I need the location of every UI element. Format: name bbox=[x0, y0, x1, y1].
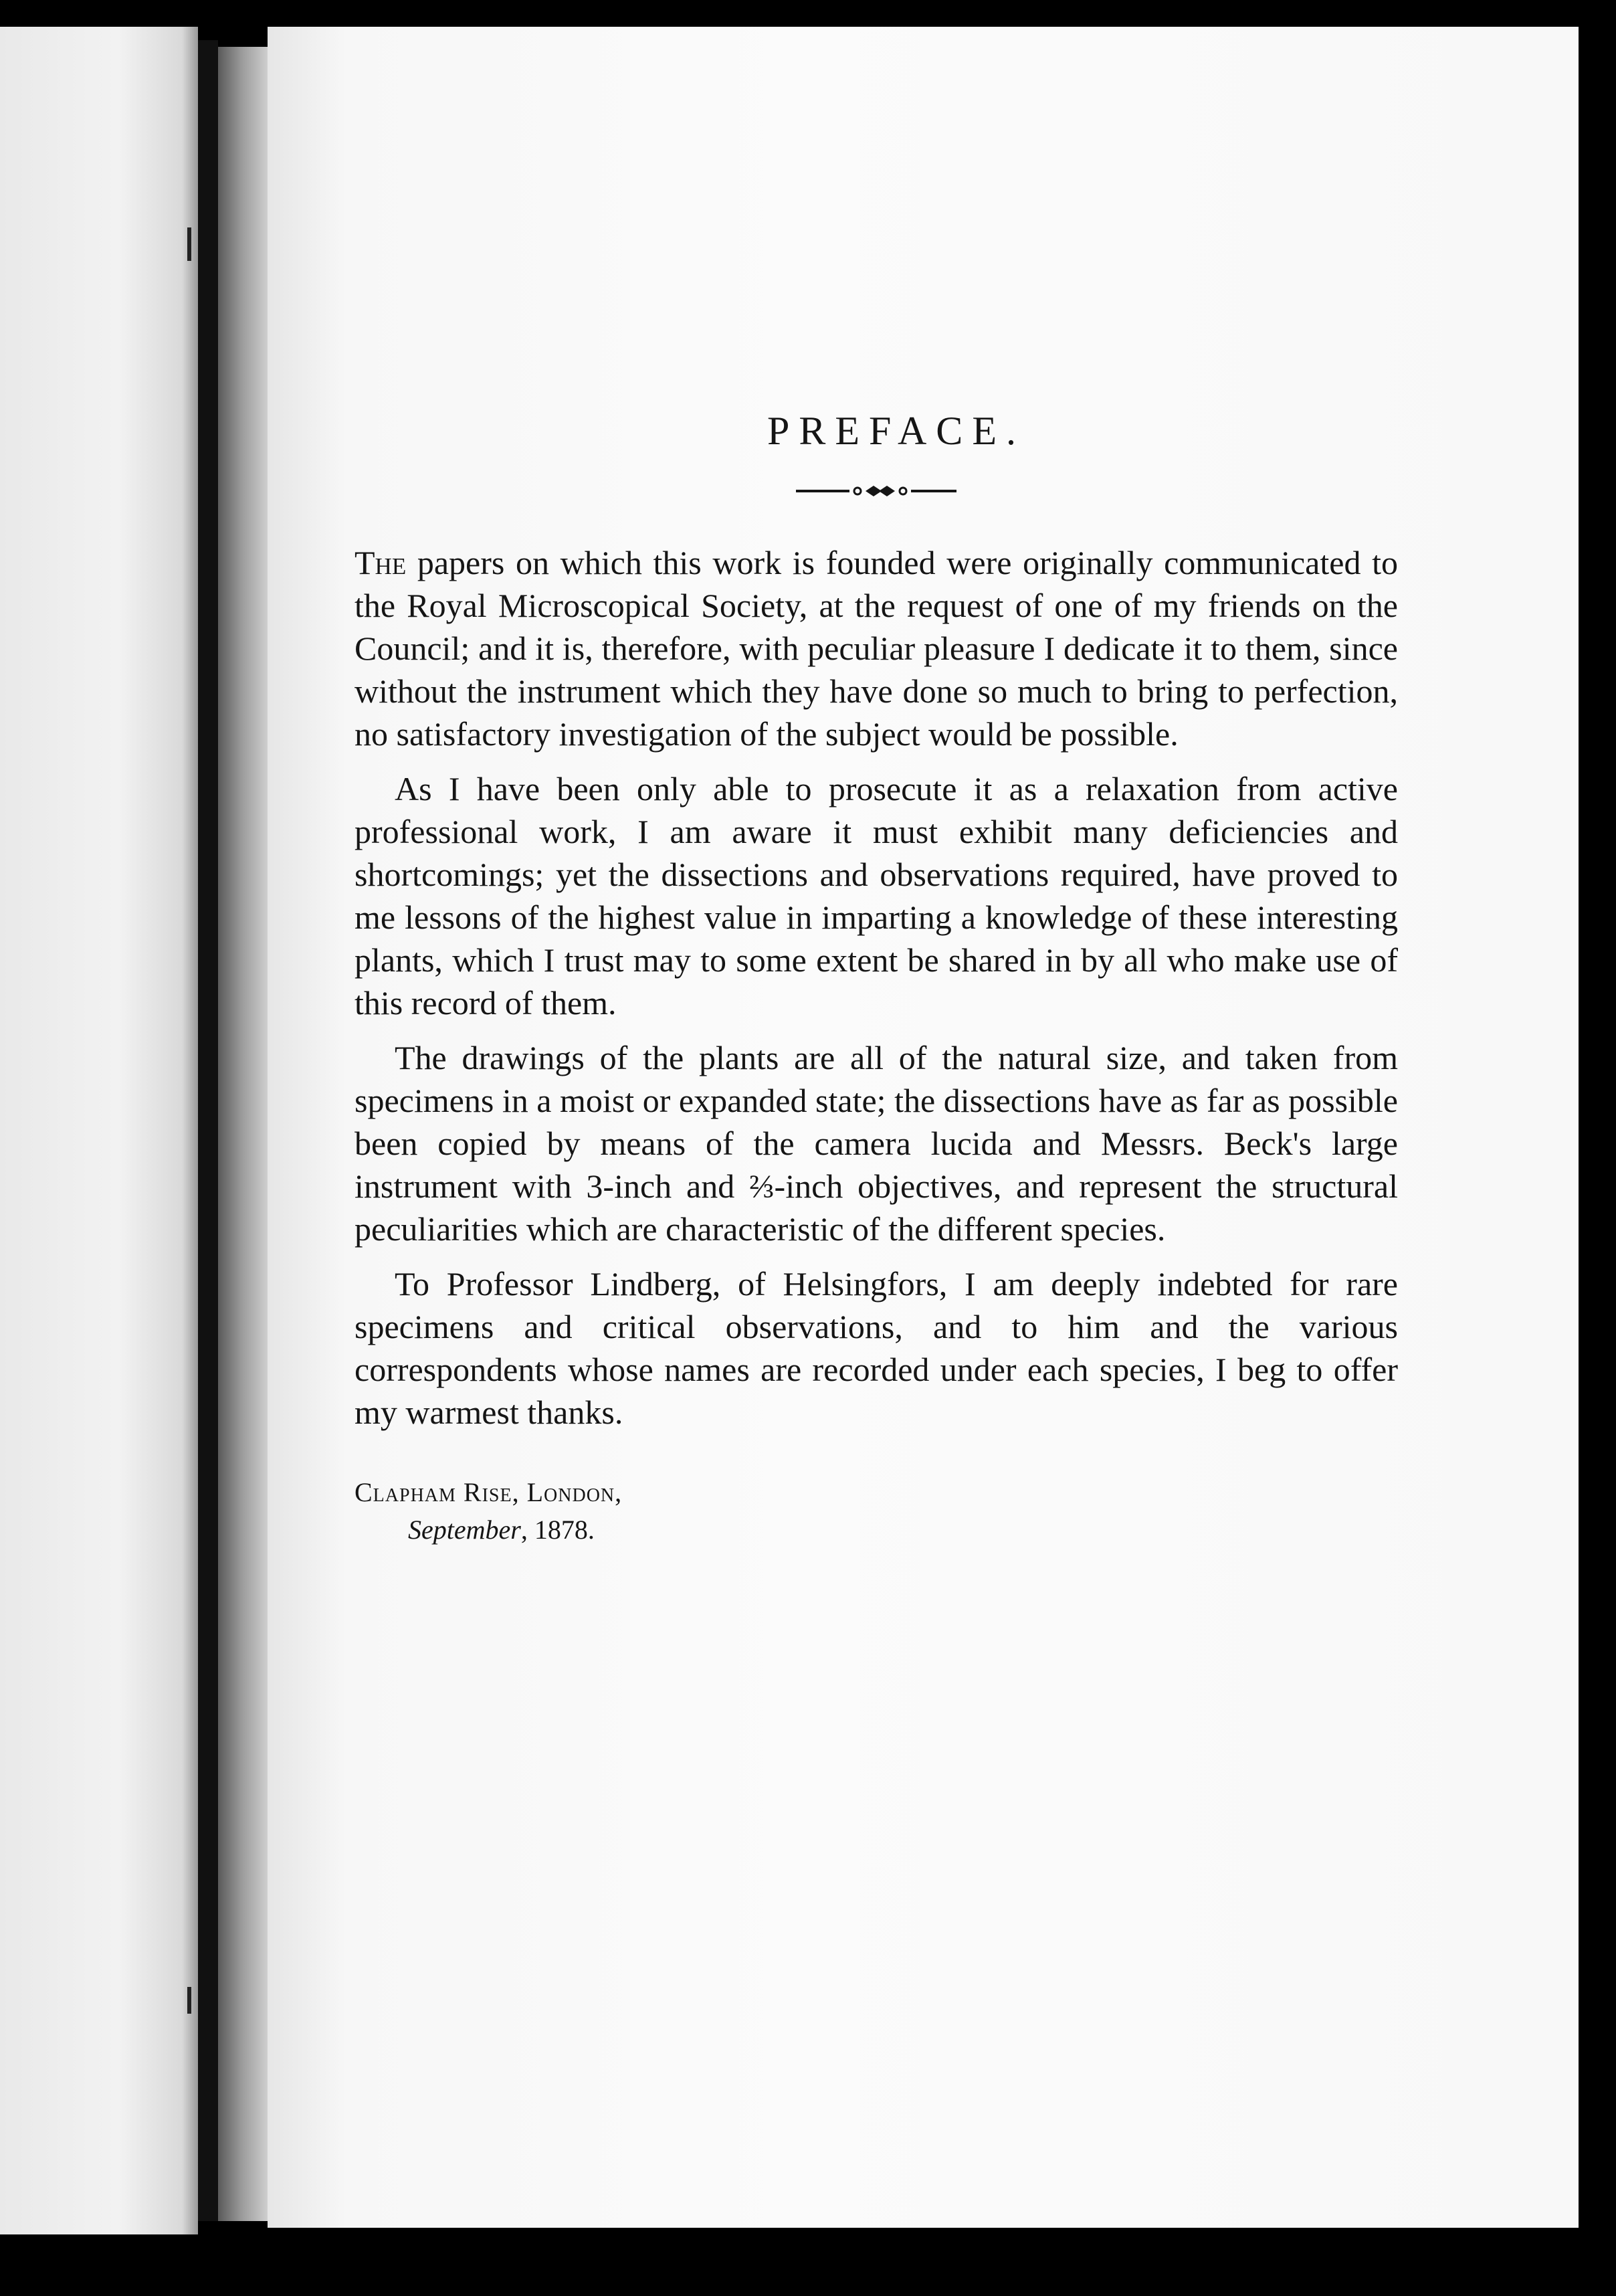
book-gutter bbox=[198, 40, 218, 2221]
signoff-place: Clapham Rise, London, bbox=[355, 1477, 623, 1507]
signoff-year: , 1878. bbox=[520, 1515, 595, 1545]
paragraph-4: To Professor Lindberg, of Helsingfors, I am deeply indebted for rare specimens and critical observations, and to him and the various correspondents whose names are recorded under each species, I beg to offer my warmest thanks. bbox=[355, 1265, 1398, 1431]
signoff-month: September bbox=[408, 1515, 521, 1545]
paragraph-3: The drawings of the plants are all of the natural size, and taken from specimens in a moist or expanded state; the dissections have as far as possible been copied by means of the camera lucida and Messrs. Beck's large instrument with 3-inch and ⅔-inch objectives, and represent the structural peculiarities which are characteristic of the different species. bbox=[355, 1039, 1398, 1248]
paragraph-2: As I have been only able to prosecute it as a relaxation from active professional work, I am aware it must exhibit many deficiencies and shortcomings; yet the dissections and observations required, have proved to me lessons of the highest value in imparting a knowledge of these interesting plants, which I trust may to some extent be shared in by all who make use of this record of them. bbox=[355, 770, 1398, 1022]
facing-page-edge bbox=[0, 27, 198, 2234]
ornament-divider bbox=[796, 481, 956, 501]
signoff bbox=[355, 1474, 1398, 1549]
signoff-date bbox=[355, 1511, 1398, 1549]
paragraph-1 bbox=[355, 541, 1398, 755]
spine-shadow bbox=[218, 47, 272, 2221]
margin-mark bbox=[187, 227, 191, 261]
paragraph-text: papers on which this work is founded were originally communicated to the Royal Microscopical Society, at the request of one of my friends on the Council; and it is, therefore, with peculiar pleasure I dedicate it to them, since without the instrument which they have done so much to bring to perfection, no satisfactory investigation of the subject would be possible. bbox=[355, 544, 1398, 753]
margin-mark bbox=[187, 1987, 191, 2014]
paragraph-lead-word: The bbox=[355, 544, 407, 581]
book-page bbox=[268, 27, 1579, 2228]
preface-text-block bbox=[355, 408, 1398, 1549]
page-title: PREFACE. bbox=[767, 409, 1025, 453]
